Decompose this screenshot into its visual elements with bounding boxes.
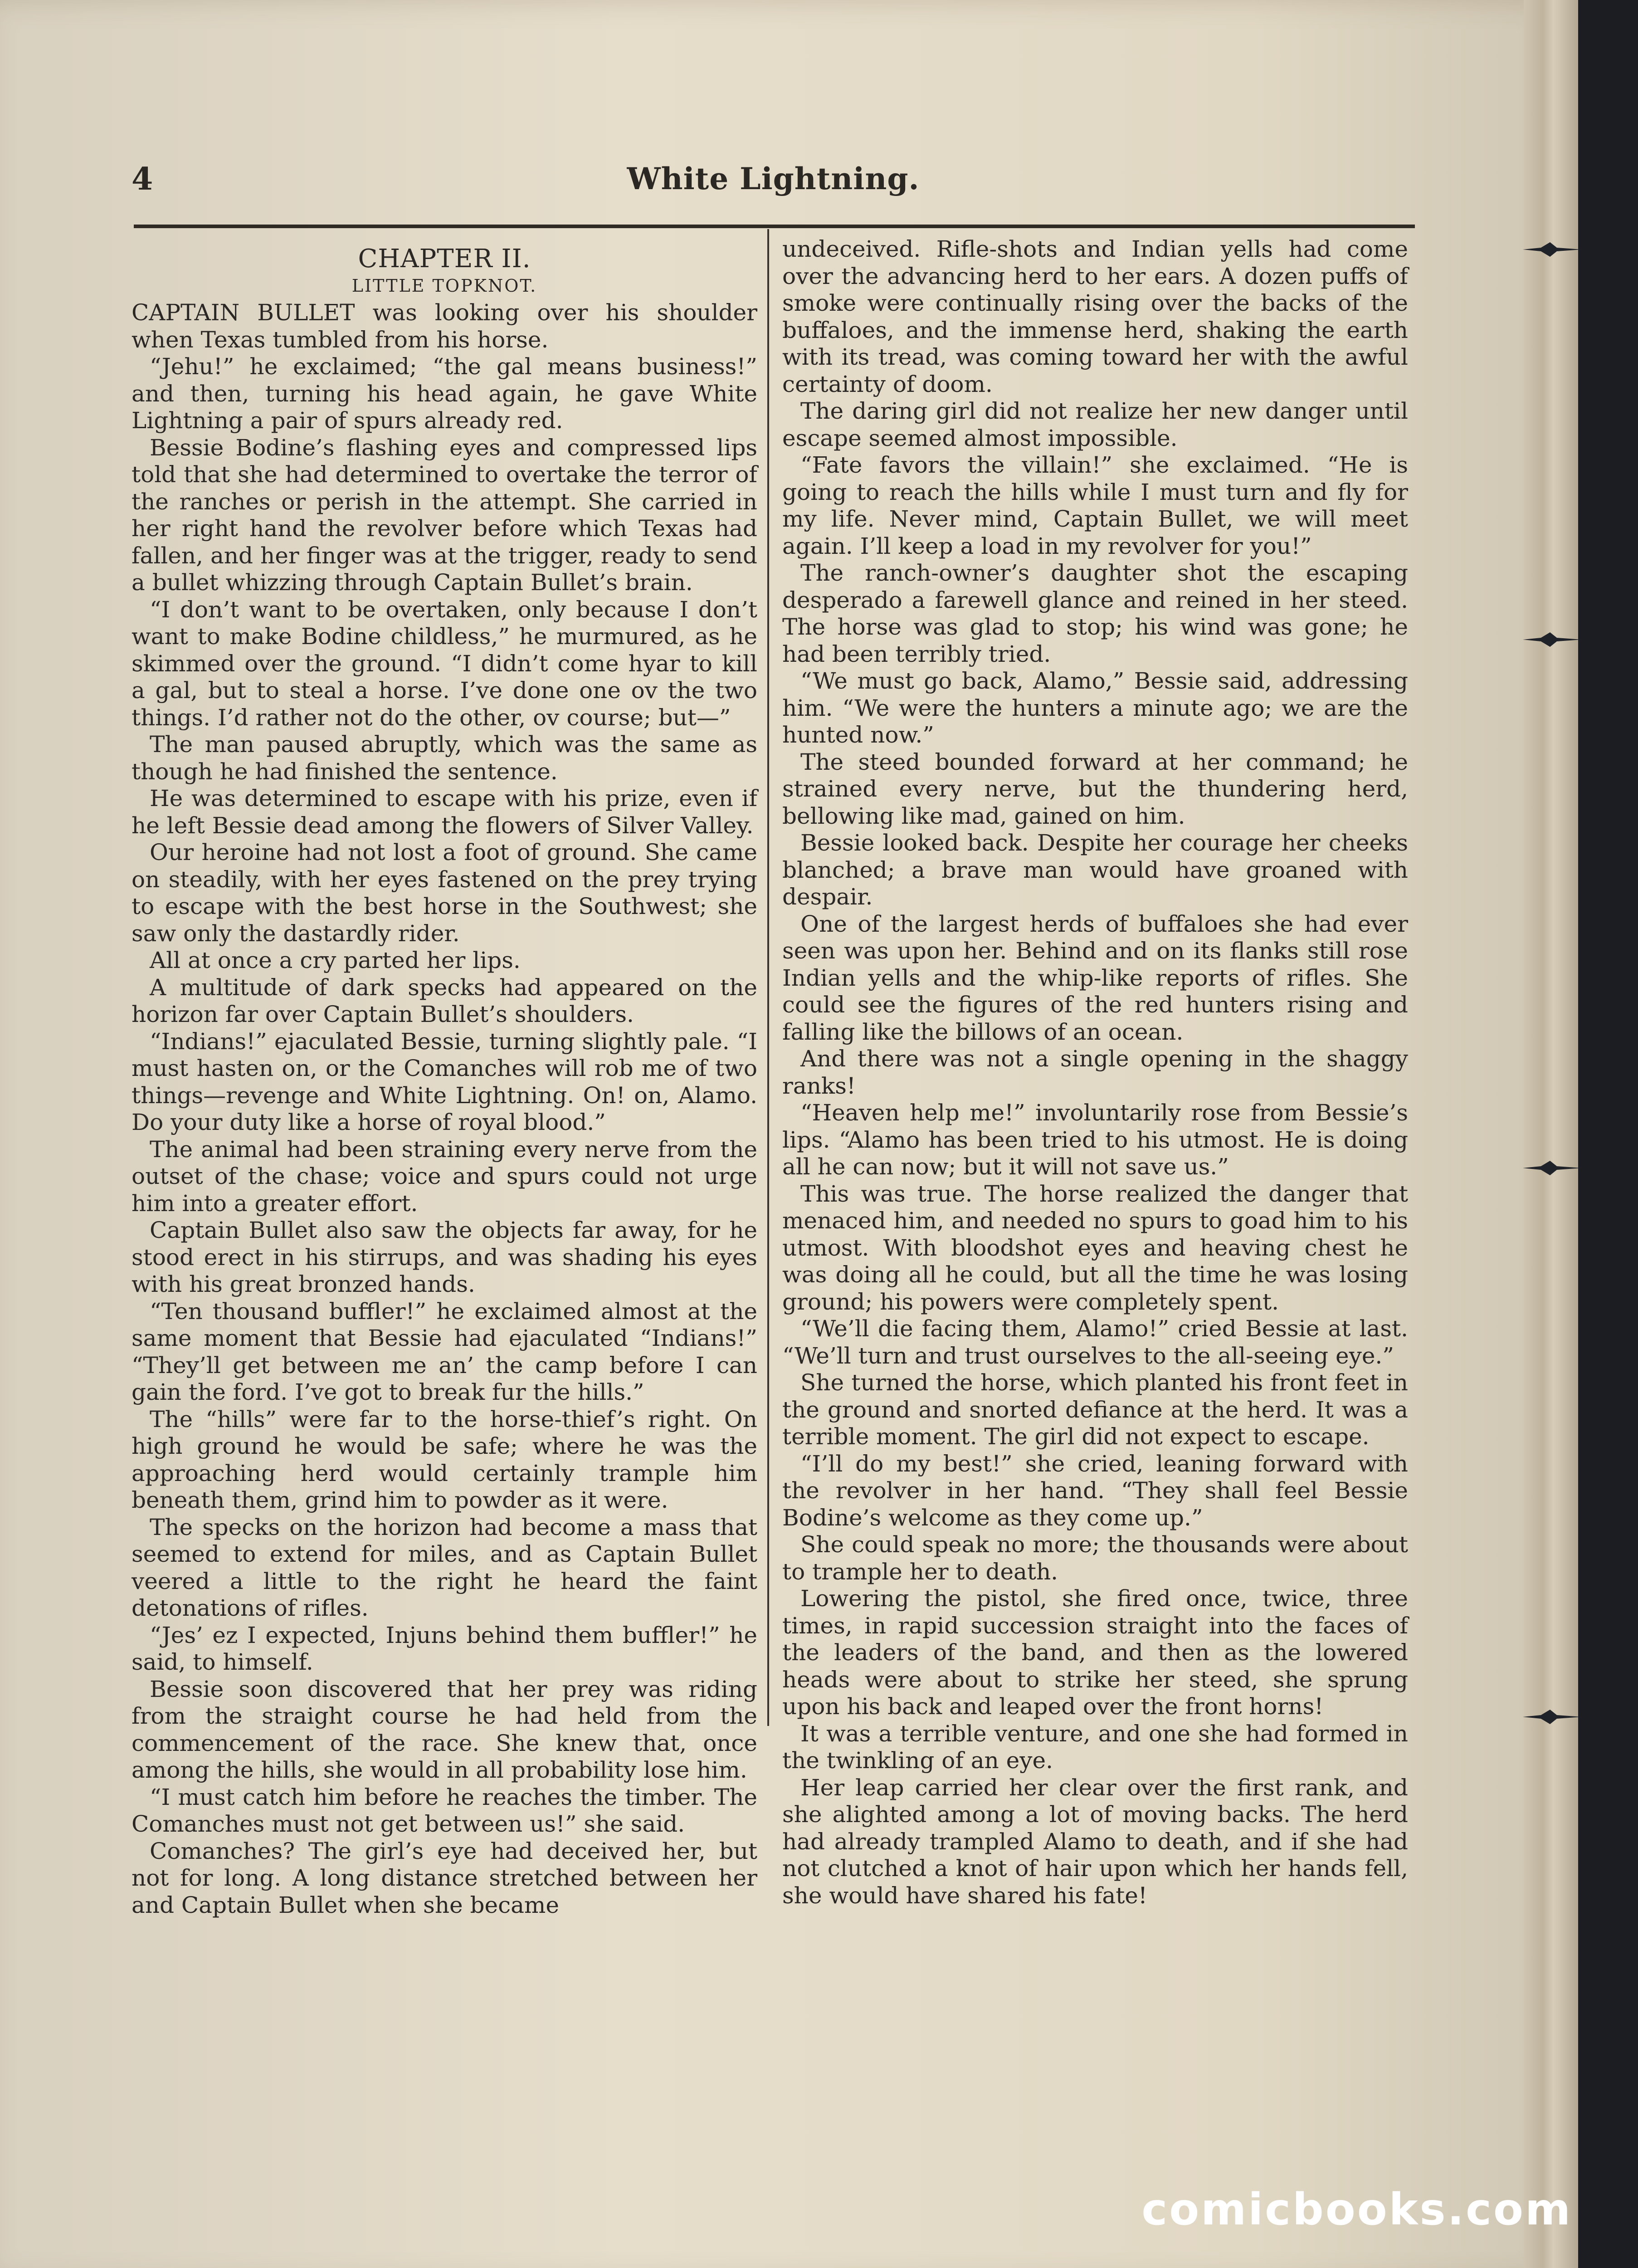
site-watermark: comicbooks.com — [1141, 2184, 1572, 2235]
paragraph: “I don’t want to be overtaken, only because I don’t want to make Bodine childless,” he murmured, as he skimmed over the ground. “I didn’t come hyar to kill a gal, but to steal a horse. I’ve done one ov the two things. I’d rather not do the other, ov course; but—” — [132, 596, 757, 731]
chapter-subtitle: LITTLE TOPKNOT. — [351, 276, 537, 296]
paragraph: “I’ll do my best!” she cried, leaning forward with the revolver in her hand. “They shall feel Bessie Bodine’s welcome as they come up.” — [782, 1450, 1408, 1531]
paragraph: One of the largest herds of buffaloes she had ever seen was upon her. Behind and on its flanks still rose Indian yells and the whip-like reports of rifles. She could see the figures of the red hunters rising and falling like the billows of an ocean. — [782, 910, 1408, 1045]
paragraph: It was a terrible venture, and one she had formed in the twinkling of an eye. — [782, 1720, 1408, 1774]
paragraph: “Jehu!” he exclaimed; “the gal means business!” and then, turning his head again, he gave White Lightning a pair of spurs already red. — [132, 353, 757, 434]
staple-icon — [1523, 240, 1582, 259]
paragraph: Comanches? The girl’s eye had deceived her, but not for long. A long distance stretched between her and Captain Bullet when she became — [132, 1838, 757, 1918]
paragraph: Our heroine had not lost a foot of ground. She came on steadily, with her eyes fastened on the prey trying to escape with the best horse in the Southwest; she saw only the dastardly rider. — [132, 839, 757, 947]
paragraph: Captain Bullet also saw the objects far away, for he stood erect in his stirrups, and was shading his eyes with his great bronzed hands. — [132, 1217, 757, 1297]
paragraph: The daring girl did not realize her new danger until escape seemed almost impossible. — [782, 398, 1408, 451]
paragraph: “We must go back, Alamo,” Bessie said, addressing him. “We were the hunters a minute ago; we are the hunted now.” — [782, 668, 1408, 748]
paragraph: A multitude of dark specks had appeared on the horizon far over Captain Bullet’s shoulders. — [132, 974, 757, 1027]
paragraph: Bessie soon discovered that her prey was riding from the straight course he had held from the commencement of the race. She knew that, once among the hills, she would in all probability lose him. — [132, 1676, 757, 1783]
binding-strip — [1524, 0, 1578, 2268]
paragraph: All at once a cry parted her lips. — [150, 947, 521, 973]
paragraph: This was true. The horse realized the danger that menaced him, and needed no spurs to goad him to his utmost. With bloodshot eyes and heaving chest he was doing all he could, but all the time he was losing ground; his powers were completely spent. — [782, 1180, 1408, 1315]
staple-icon — [1523, 1159, 1582, 1177]
paragraph: Lowering the pistol, she fired once, twice, three times, in rapid succession straight into the faces of the leaders of the band, and then as the lowered heads were about to strike her steed, she sprung upon his back and leaped over the front horns! — [782, 1585, 1408, 1720]
paragraph: “Ten thousand buffler!” he exclaimed almost at the same moment that Bessie had ejaculated “Indians!” “They’ll get between me an’ the camp before I can gain the ford. I’ve got to break fur the hills.” — [132, 1298, 757, 1405]
paragraph: And there was not a single opening in the shaggy ranks! — [782, 1046, 1408, 1099]
paragraph: Bessie Bodine’s flashing eyes and compressed lips told that she had determined to overtake the terror of the ranches or perish in the attempt. She carried in her right hand the revolver before which Texas had fallen, and her finger was at the trigger, ready to send a bullet whizzing through Captain Bullet’s brain. — [132, 434, 757, 596]
paragraph: undeceived. Rifle-shots and Indian yells had come over the advancing herd to her ears. A dozen puffs of smoke were continually rising over the backs of the buffaloes, and the immense herd, shaking the earth with its tread, was coming toward her with the awful certainty of doom. — [782, 236, 1408, 397]
paragraph: “Fate favors the villain!” she exclaimed. “He is going to reach the hills while I must turn and fly for my life. Never mind, Captain Bullet, we will meet again. I’ll keep a load in my revolver for you!” — [782, 452, 1408, 559]
left-column — [132, 236, 757, 1919]
page-number: 4 — [132, 161, 153, 197]
paragraph: CAPTAIN BULLET was looking over his shoulder when Texas tumbled from his horse. — [132, 299, 757, 353]
paragraph: “Jes’ ez I expected, Injuns behind them buffler!” he said, to himself. — [132, 1622, 757, 1675]
paragraph: “Heaven help me!” involuntarily rose from Bessie’s lips. “Alamo has been tried to his utmost. He is doing all he can now; but it will not save us.” — [782, 1100, 1408, 1180]
running-head — [132, 161, 1415, 211]
chapter-title: CHAPTER II. — [358, 244, 531, 274]
paragraph: The specks on the horizon had become a mass that seemed to extend for miles, and as Captain Bullet veered a little to the right he heard the faint detonations of rifles. — [132, 1514, 757, 1621]
paragraph: “Indians!” ejaculated Bessie, turning slightly pale. “I must hasten on, or the Comanches will rob me of two things—revenge and White Lightning. On! on, Alamo. Do your duty like a horse of royal blood.” — [132, 1028, 757, 1135]
paragraph: The “hills” were far to the horse-thief’s right. On high ground he would be safe; where he was the approaching herd would certainly trample him beneath them, grind him to powder as it were. — [132, 1406, 757, 1513]
paragraph: The animal had been straining every nerve from the outset of the chase; voice and spurs could not urge him into a greater effort. — [132, 1136, 757, 1217]
paragraph: She could speak no more; the thousands were about to trample her to death. — [782, 1531, 1408, 1585]
page-title: White Lightning. — [627, 161, 920, 196]
paragraph: Bessie looked back. Despite her courage her cheeks blanched; a brave man would have groaned with despair. — [782, 830, 1408, 910]
background-edge — [1578, 0, 1638, 2268]
paragraph: The man paused abruptly, which was the same as though he had finished the sentence. — [132, 731, 757, 785]
paragraph: The steed bounded forward at her command; he strained every nerve, but the thundering herd, bellowing like mad, gained on him. — [782, 748, 1408, 829]
paragraph: The ranch-owner’s daughter shot the escaping desperado a farewell glance and reined in her steed. The horse was glad to stop; his wind was gone; he had been terribly tried. — [782, 560, 1408, 667]
paragraph: He was determined to escape with his prize, even if he left Bessie dead among the flowers of Silver Valley. — [132, 785, 757, 839]
left-paragraphs — [132, 299, 757, 1919]
right-paragraphs — [782, 236, 1408, 1909]
staple-icon — [1523, 1708, 1582, 1726]
header-rule — [134, 225, 1415, 228]
right-column — [782, 236, 1408, 1909]
paragraph: “We’ll die facing them, Alamo!” cried Bessie at last. “We’ll turn and trust ourselves to the all-seeing eye.” — [782, 1315, 1408, 1369]
paragraph: “I must catch him before he reaches the timber. The Comanches must not get between us!” she said. — [132, 1784, 757, 1837]
staple-icon — [1523, 631, 1582, 649]
column-rule — [767, 229, 769, 1726]
paragraph: She turned the horse, which planted his front feet in the ground and snorted defiance at the herd. It was a terrible moment. The girl did not expect to escape. — [782, 1369, 1408, 1450]
paragraph: Her leap carried her clear over the first rank, and she alighted among a lot of moving backs. The herd had already trampled Alamo to death, and if she had not clutched a knot of hair upon which her hands fell, she would have shared his fate! — [782, 1774, 1408, 1909]
